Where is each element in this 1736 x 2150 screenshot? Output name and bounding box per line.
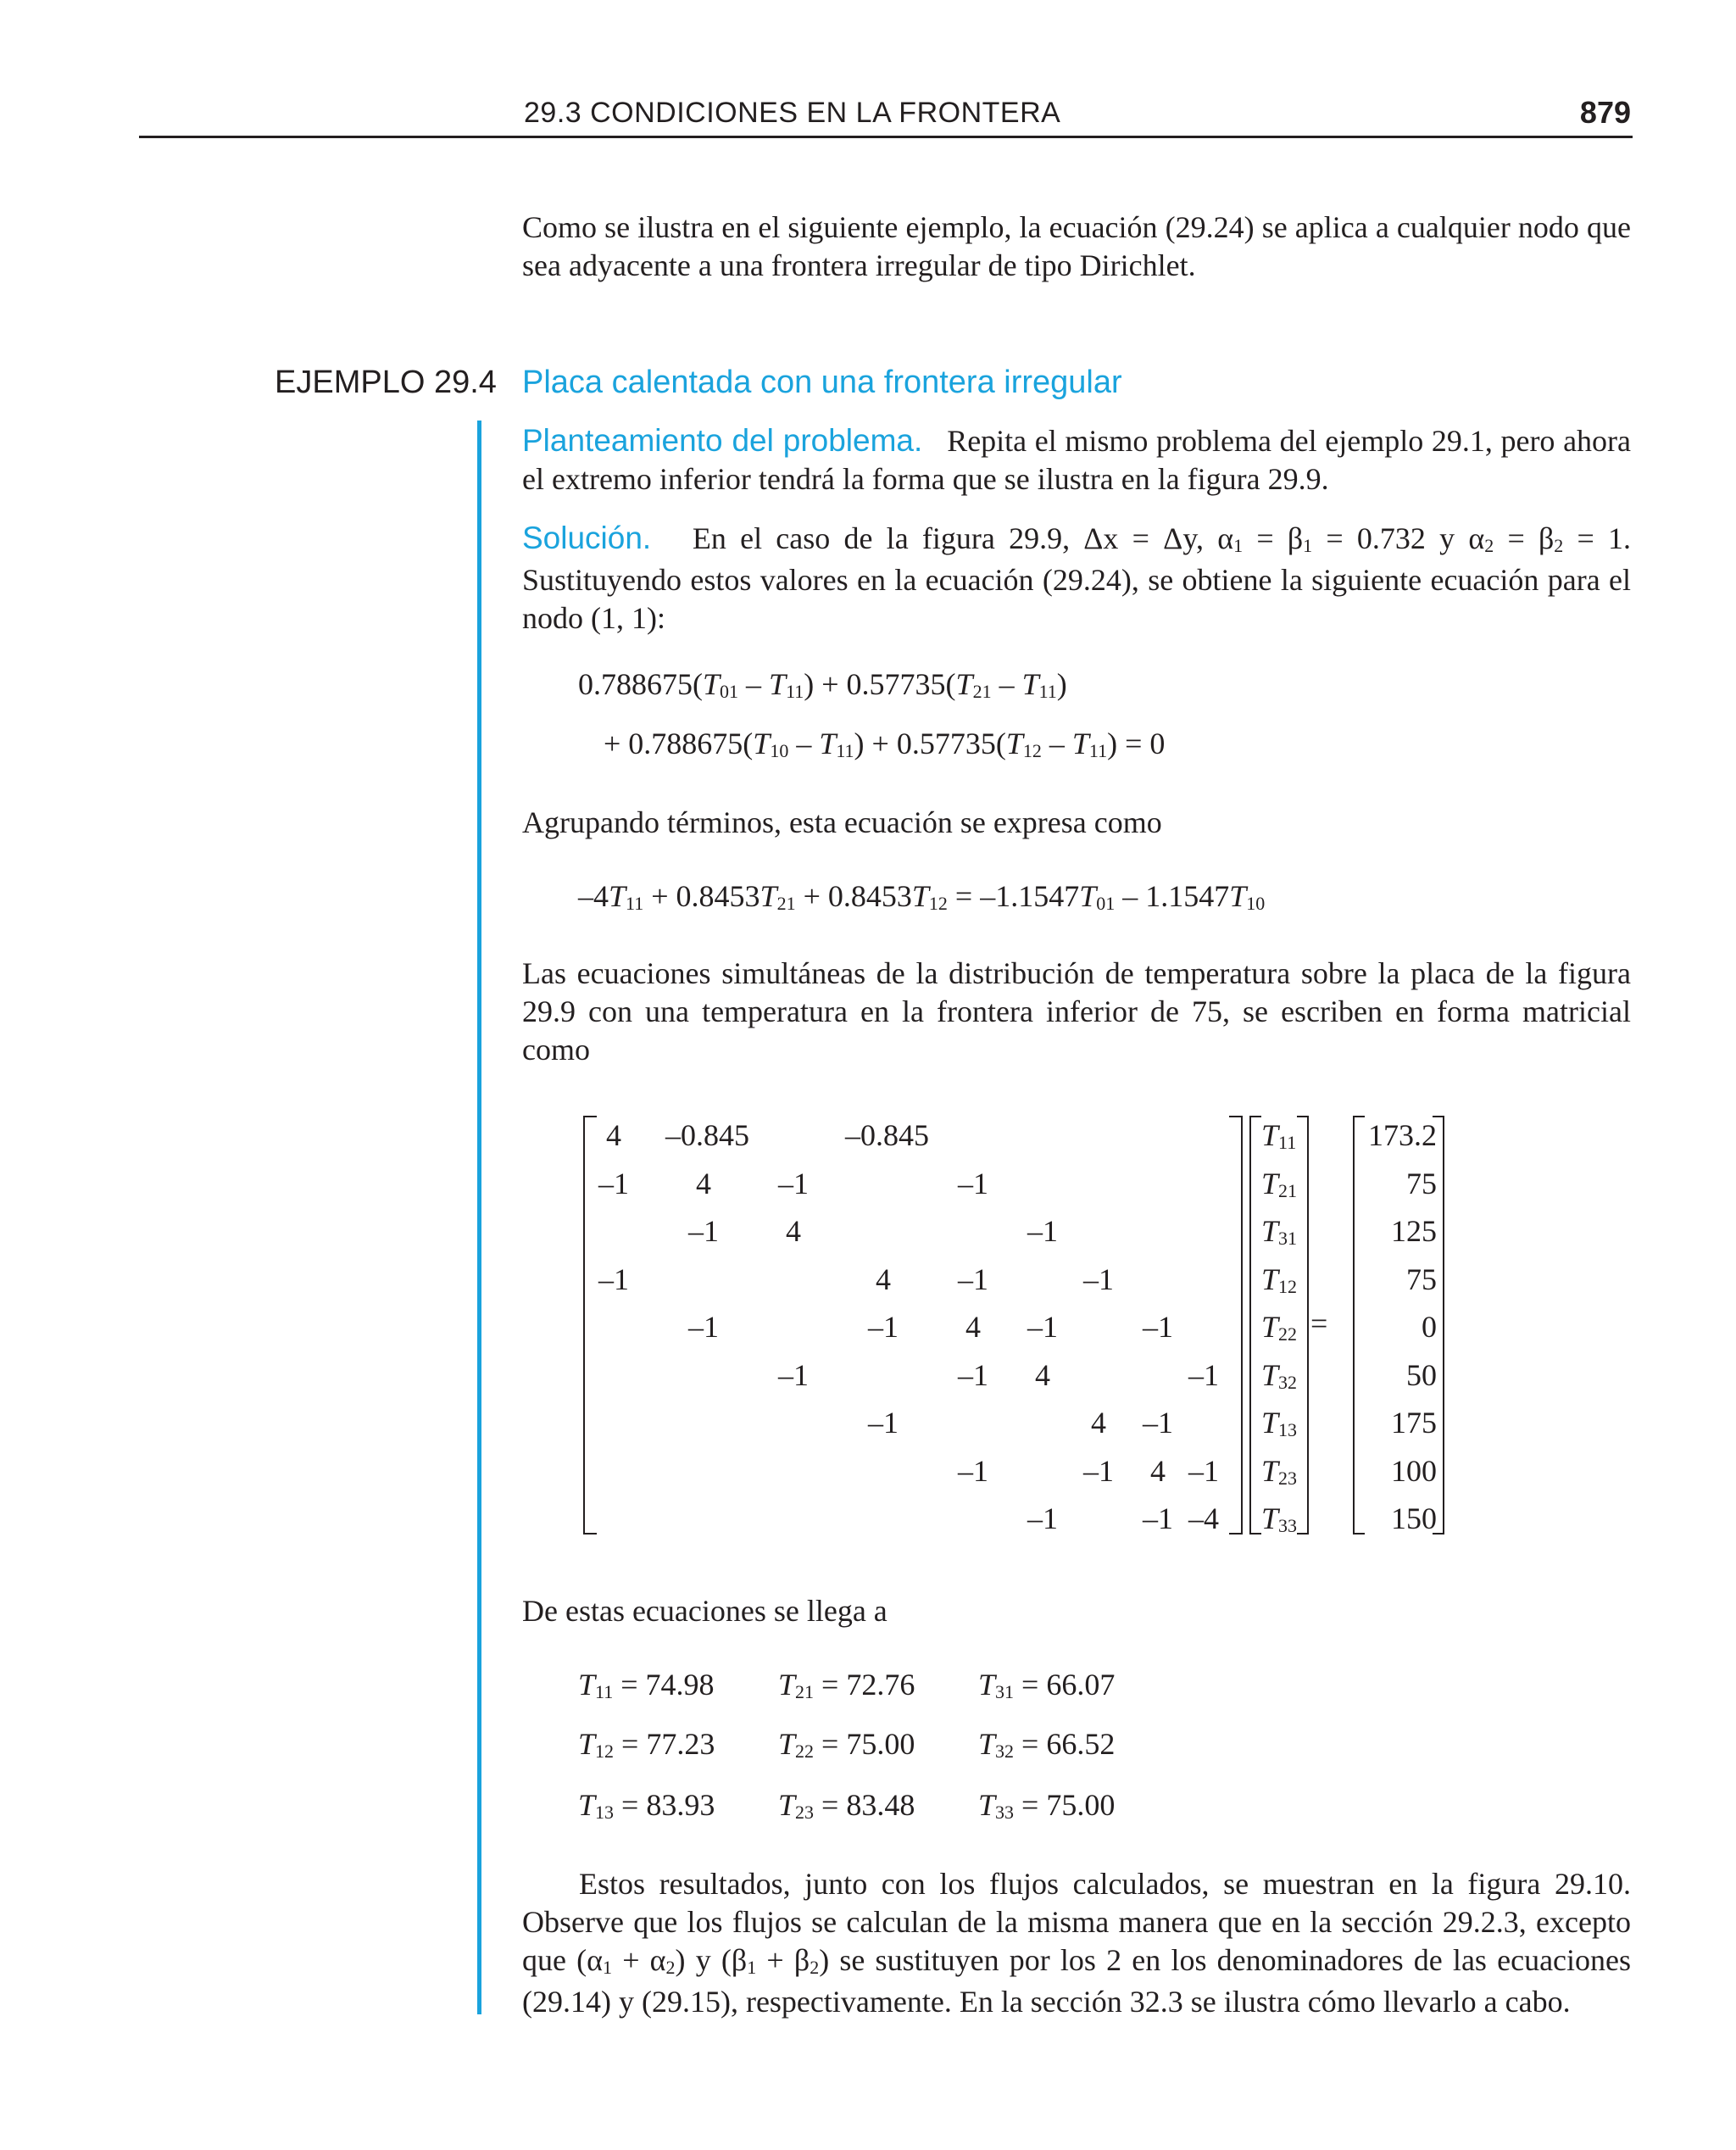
unknown-symbol: T <box>1261 1406 1279 1440</box>
matrix-cell: –1 <box>778 1357 809 1392</box>
variable-symbol: T <box>1079 879 1097 913</box>
closing-text-1: Estos resultados, junto con los flujos calculados, se muestran en la figura 29.10. Observe que los flujos se calculan de la misma manera que en la sección 29.2.3, excepto que (α <box>522 1867 1631 1977</box>
unknown-subscript: 13 <box>1278 1419 1298 1440</box>
unknown-symbol: T <box>1261 1357 1279 1392</box>
rhs-vector-entry: 175 <box>1391 1406 1437 1440</box>
closing-text-4: + β <box>756 1943 810 1977</box>
result-number: = 77.23 <box>621 1727 715 1761</box>
matrix-cell: 4 <box>965 1310 981 1344</box>
unknown-symbol: T <box>1261 1501 1279 1535</box>
unknown-vector-entry <box>1261 1117 1296 1153</box>
equation-text: – <box>788 727 820 760</box>
result-symbol: T <box>978 1668 996 1702</box>
example-label: EJEMPLO 29.4 <box>275 365 497 400</box>
variable-symbol: T <box>769 667 787 701</box>
matrix-equals-sign: = <box>1310 1306 1328 1340</box>
equation-text: + 0.8453 <box>795 879 912 913</box>
problem-text: Repita el mismo problema del ejemplo 29.1, pero ahora el extremo inferior tendrá la forma que se ilustra en la figura 29.9. <box>522 424 1632 496</box>
matrix-cell: –1 <box>1143 1501 1173 1535</box>
grouping-text: Agrupando términos, esta ecuación se expresa como <box>522 805 1162 839</box>
unknown-vector-entry <box>1261 1405 1297 1440</box>
unknown-symbol: T <box>1261 1453 1279 1488</box>
unknown-symbol: T <box>1261 1262 1279 1296</box>
matrix-cell: –1 <box>1027 1310 1058 1344</box>
closing-alpha2-subscript: 2 <box>665 1957 676 1978</box>
variable-subscript: 11 <box>786 681 804 702</box>
unknown-vector-entry <box>1261 1213 1297 1249</box>
matrix-cell: –1 <box>1083 1262 1114 1296</box>
matrix-cell: –1 <box>1143 1406 1173 1440</box>
solution-text-2: = β <box>1256 521 1304 555</box>
solution-text-4: = β <box>1507 521 1555 555</box>
unknown-vector-entry <box>1261 1262 1297 1297</box>
equation-text: –4 <box>578 879 609 913</box>
matrix-cell: –1 <box>778 1166 809 1200</box>
variable-subscript: 21 <box>776 893 796 914</box>
matrix-cell: –0.845 <box>665 1118 749 1152</box>
results-intro: De estas ecuaciones se llega a <box>522 1594 887 1628</box>
equation-text: – 1.1547 <box>1115 879 1230 913</box>
result-value <box>978 1667 1115 1702</box>
equation-text: = –1.1547 <box>947 879 1080 913</box>
variable-subscript: 12 <box>928 893 948 914</box>
beta2-subscript: 2 <box>1554 535 1564 556</box>
result-value <box>578 1667 715 1702</box>
variable-symbol: T <box>703 667 721 701</box>
rhs-vector-entry: 100 <box>1391 1453 1437 1488</box>
matrix-right-bracket <box>1229 1116 1243 1535</box>
result-subscript: 22 <box>795 1741 815 1762</box>
variable-subscript: 21 <box>972 681 992 702</box>
closing-text-5: ) se sustituyen por los 2 en los denominadores de las ecuaciones (29.14) y (29.15), respectivamente. En la sección 32.3 se ilustra cómo llevarlo a cabo. <box>522 1943 1632 2019</box>
result-value <box>778 1787 915 1823</box>
unknown-vector-entry <box>1261 1357 1297 1393</box>
matrix-cell: 4 <box>1035 1357 1050 1392</box>
rhs-vector-entry: 50 <box>1406 1357 1437 1392</box>
matrix-cell: 4 <box>696 1166 711 1200</box>
matrix-cell: –0.845 <box>845 1118 929 1152</box>
result-number: = 75.00 <box>1021 1788 1116 1822</box>
alpha2-subscript: 2 <box>1484 535 1494 556</box>
result-number: = 72.76 <box>821 1668 915 1702</box>
matrix-cell: 4 <box>786 1214 801 1248</box>
result-number: = 66.07 <box>1021 1668 1116 1702</box>
variable-symbol: T <box>819 727 837 760</box>
equation-text: ) + 0.57735( <box>854 727 1006 760</box>
result-value <box>778 1726 915 1762</box>
rhs-vector-entry: 173.2 <box>1368 1118 1437 1152</box>
matrix-cell: –1 <box>1083 1453 1114 1488</box>
example-title: Placa calentada con una frontera irregular <box>522 365 1122 400</box>
unknown-vector-left-bracket <box>1249 1116 1261 1535</box>
result-subscript: 12 <box>595 1741 615 1762</box>
result-value <box>578 1787 715 1823</box>
unknown-vector-entry <box>1261 1309 1297 1345</box>
beta1-subscript: 1 <box>1303 535 1313 556</box>
result-subscript: 11 <box>595 1681 614 1702</box>
closing-paragraph <box>522 1865 1631 2021</box>
matrix-cell: –1 <box>1188 1357 1219 1392</box>
closing-alpha1-subscript: 1 <box>603 1957 613 1978</box>
alpha1-subscript: 1 <box>1233 535 1244 556</box>
matrix-cell: –1 <box>868 1406 899 1440</box>
unknown-vector-entry <box>1261 1166 1297 1201</box>
result-subscript: 23 <box>795 1802 815 1823</box>
matrix-left-bracket <box>583 1116 597 1535</box>
problem-heading: Planteamiento del problema. <box>522 423 923 458</box>
unknown-symbol: T <box>1261 1118 1279 1152</box>
variable-subscript: 11 <box>1038 681 1057 702</box>
matrix-cell: –1 <box>868 1310 899 1344</box>
matrix-cell: –1 <box>1188 1453 1219 1488</box>
matrix-cell: –1 <box>958 1453 988 1488</box>
matrix-intro: Las ecuaciones simultáneas de la distribución de temperatura sobre la placa de la figura 29.9 con una temperatura en la frontera inferior de 75, se escriben en forma matricial como <box>522 956 1631 1067</box>
variable-subscript: 01 <box>1096 893 1116 914</box>
result-symbol: T <box>778 1668 796 1702</box>
result-symbol: T <box>578 1727 596 1761</box>
running-header: 29.3 CONDICIONES EN LA FRONTERA <box>524 97 1061 129</box>
equation-1-line-2 <box>604 726 1165 761</box>
matrix-cell: 4 <box>876 1262 891 1296</box>
header-rule <box>139 136 1633 138</box>
rhs-vector-right-bracket <box>1433 1116 1444 1535</box>
matrix-cell: –1 <box>688 1310 719 1344</box>
equation-text: ) = 0 <box>1107 727 1166 760</box>
closing-text-2: + α <box>612 1943 666 1977</box>
matrix-cell: –1 <box>1143 1310 1173 1344</box>
variable-symbol: T <box>1005 727 1023 760</box>
result-number: = 75.00 <box>821 1727 915 1761</box>
matrix-cell: –1 <box>598 1166 629 1200</box>
equation-text: – <box>1041 727 1072 760</box>
matrix-cell: –1 <box>958 1166 988 1200</box>
variable-symbol: T <box>1071 727 1089 760</box>
equation-text: + 0.788675( <box>604 727 754 760</box>
unknown-subscript: 12 <box>1278 1275 1298 1297</box>
unknown-subscript: 21 <box>1278 1179 1298 1201</box>
unknown-symbol: T <box>1261 1166 1279 1200</box>
equation-text: + 0.8453 <box>643 879 760 913</box>
unknown-symbol: T <box>1261 1310 1279 1344</box>
variable-symbol: T <box>609 879 626 913</box>
unknown-subscript: 23 <box>1278 1467 1298 1489</box>
unknown-symbol: T <box>1261 1214 1279 1248</box>
unknown-vector-entry <box>1261 1501 1297 1536</box>
solution-text-1: En el caso de la figura 29.9, Δx = Δy, α <box>692 521 1234 555</box>
variable-subscript: 11 <box>626 893 644 914</box>
matrix-cell: –1 <box>598 1262 629 1296</box>
variable-symbol: T <box>1229 879 1247 913</box>
equation-text: 0.788675( <box>578 667 703 701</box>
unknown-subscript: 22 <box>1278 1323 1298 1345</box>
intro-paragraph: Como se ilustra en el siguiente ejemplo, la ecuación (29.24) se aplica a cualquier nodo que sea adyacente a una frontera irregular de tipo Dirichlet. <box>522 210 1631 282</box>
equation-text: – <box>991 667 1022 701</box>
matrix-cell: 4 <box>606 1118 621 1152</box>
variable-symbol: T <box>955 667 973 701</box>
matrix-cell: –1 <box>1027 1501 1058 1535</box>
unknown-subscript: 11 <box>1278 1132 1297 1153</box>
result-symbol: T <box>978 1788 996 1822</box>
result-number: = 66.52 <box>1021 1727 1116 1761</box>
equation-text: – <box>738 667 770 701</box>
result-symbol: T <box>778 1788 796 1822</box>
result-value <box>578 1726 715 1762</box>
equation-text: ) + 0.57735( <box>804 667 956 701</box>
matrix-cell: 4 <box>1091 1406 1106 1440</box>
unknown-subscript: 31 <box>1278 1228 1298 1249</box>
rhs-vector-left-bracket <box>1353 1116 1365 1535</box>
page-number: 879 <box>1579 95 1631 130</box>
equation-text: ) <box>1056 667 1067 701</box>
result-subscript: 13 <box>595 1802 615 1823</box>
solution-text-5: = 1. Sustituyendo estos valores en la ecuación (29.24), se obtiene la siguiente ecuación para el nodo (1, 1): <box>522 521 1632 635</box>
variable-symbol: T <box>760 879 777 913</box>
result-subscript: 32 <box>995 1741 1015 1762</box>
result-value <box>978 1726 1115 1762</box>
solution-text-3: = 0.732 y α <box>1326 521 1485 555</box>
closing-beta1-subscript: 1 <box>747 1957 757 1978</box>
solution-heading: Solución. <box>522 521 652 555</box>
unknown-subscript: 33 <box>1278 1515 1298 1536</box>
variable-subscript: 11 <box>1088 740 1108 761</box>
rhs-vector-entry: 75 <box>1406 1262 1437 1296</box>
example-accent-rule <box>477 421 481 2014</box>
variable-subscript: 11 <box>836 740 854 761</box>
matrix-cell: –1 <box>688 1214 719 1248</box>
variable-symbol: T <box>753 727 771 760</box>
result-subscript: 33 <box>995 1802 1015 1823</box>
result-value <box>978 1787 1115 1823</box>
result-subscript: 21 <box>795 1681 815 1702</box>
matrix-cell: –4 <box>1188 1501 1219 1535</box>
variable-subscript: 10 <box>770 740 789 761</box>
matrix-cell: 4 <box>1150 1453 1166 1488</box>
matrix-cell: –1 <box>958 1357 988 1392</box>
unknown-vector-entry <box>1261 1453 1297 1489</box>
result-number: = 83.48 <box>821 1788 915 1822</box>
variable-subscript: 01 <box>720 681 739 702</box>
variable-subscript: 12 <box>1022 740 1042 761</box>
result-symbol: T <box>778 1727 796 1761</box>
result-subscript: 31 <box>995 1681 1015 1702</box>
matrix-cell: –1 <box>958 1262 988 1296</box>
result-symbol: T <box>978 1727 996 1761</box>
variable-subscript: 10 <box>1246 893 1266 914</box>
closing-beta2-subscript: 2 <box>810 1957 820 1978</box>
result-number: = 74.98 <box>620 1668 715 1702</box>
result-value <box>778 1667 915 1702</box>
result-symbol: T <box>578 1788 596 1822</box>
problem-statement <box>522 421 1631 499</box>
equation-2 <box>578 878 1265 914</box>
variable-symbol: T <box>911 879 929 913</box>
result-symbol: T <box>578 1668 596 1702</box>
equation-1-line-1 <box>578 666 1067 702</box>
result-number: = 83.93 <box>621 1788 715 1822</box>
variable-symbol: T <box>1021 667 1039 701</box>
rhs-vector-entry: 0 <box>1422 1310 1437 1344</box>
matrix-cell: –1 <box>1027 1214 1058 1248</box>
unknown-vector-right-bracket <box>1297 1116 1309 1535</box>
rhs-vector-entry: 150 <box>1391 1501 1437 1535</box>
rhs-vector-entry: 75 <box>1406 1166 1437 1200</box>
closing-text-3: ) y (β <box>675 1943 748 1977</box>
solution-paragraph <box>522 519 1631 638</box>
unknown-subscript: 32 <box>1278 1371 1298 1393</box>
rhs-vector-entry: 125 <box>1391 1214 1437 1248</box>
